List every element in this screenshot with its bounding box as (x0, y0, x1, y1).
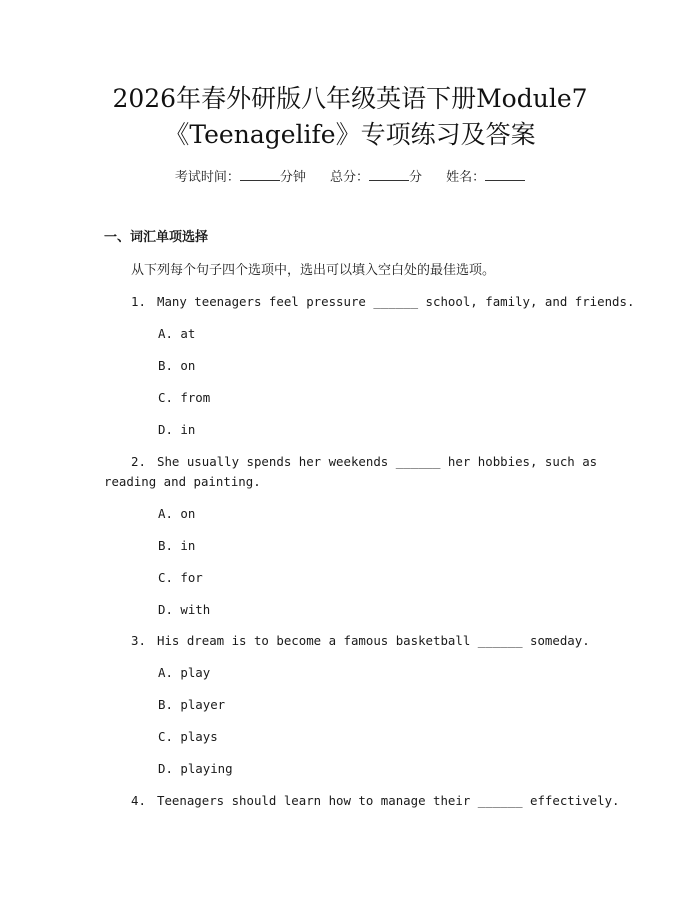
question-text: She usually spends her weekends ______ her hobbies, such as (157, 454, 598, 469)
exam-score (330, 170, 426, 185)
question-1-option-b: B. on (158, 358, 196, 373)
document-title-line-2: 《Teenagelife》专项练习及答案 (164, 120, 536, 149)
question-2-option-d: D. with (158, 602, 211, 617)
question-2-option-a: A. on (158, 506, 196, 521)
section-heading: 一、词汇单项选择 (104, 230, 209, 245)
exam-name (446, 170, 525, 185)
document-title-line-1: 2026年春外研版八年级英语下册Module7 (112, 84, 588, 113)
question-2 (131, 453, 597, 471)
score-blank (369, 168, 409, 181)
time-unit: 分钟 (279, 170, 306, 185)
question-text: Teenagers should learn how to manage their ______ effectively. (157, 793, 620, 808)
question-3-option-c: C. plays (158, 729, 218, 744)
question-1 (131, 293, 634, 311)
question-number: 1. (131, 294, 146, 309)
question-3 (131, 632, 590, 650)
score-label: 总分： (329, 170, 369, 185)
question-number: 2. (131, 454, 146, 469)
question-1-option-d: D. in (158, 422, 196, 437)
question-2-option-b: B. in (158, 538, 196, 553)
time-label: 考试时间： (174, 170, 240, 185)
time-blank (240, 168, 280, 181)
question-4 (131, 792, 620, 810)
question-3-option-d: D. playing (158, 761, 233, 776)
question-text: His dream is to become a famous basketball ______ someday. (157, 633, 590, 648)
question-number: 4. (131, 793, 146, 808)
question-text: Many teenagers feel pressure ______ school, family, and friends. (157, 294, 635, 309)
name-label: 姓名： (446, 170, 486, 185)
name-blank (485, 168, 525, 181)
exam-time (175, 170, 310, 185)
question-2-continuation: reading and painting. (104, 474, 261, 489)
question-2-option-c: C. for (158, 570, 203, 585)
exam-meta (0, 168, 700, 187)
question-3-option-a: A. play (158, 665, 211, 680)
question-number: 3. (131, 633, 146, 648)
section-instruction: 从下列每个句子四个选项中，选出可以填入空白处的最佳选项。 (131, 263, 496, 278)
score-unit: 分 (409, 170, 423, 185)
question-1-option-a: A. at (158, 326, 196, 341)
question-1-option-c: C. from (158, 390, 211, 405)
question-3-option-b: B. player (158, 697, 226, 712)
